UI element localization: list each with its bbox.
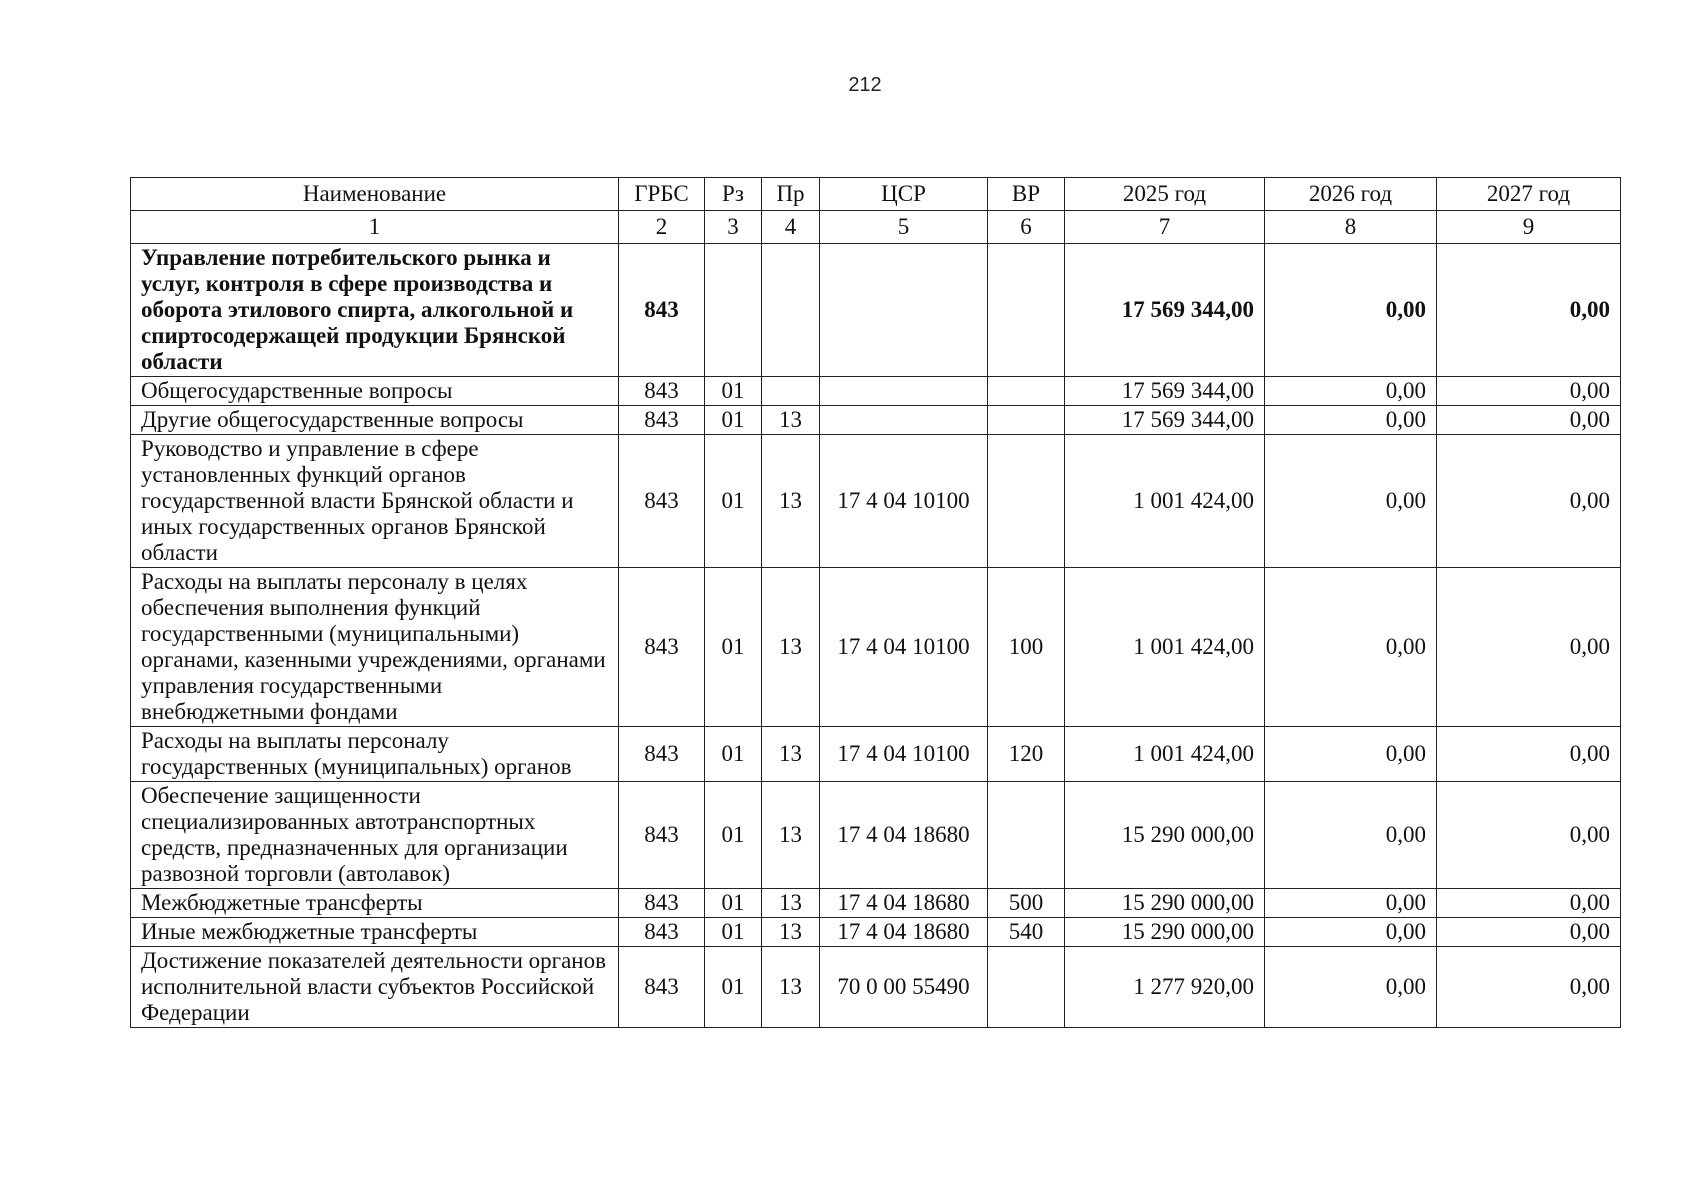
row-2026-cell: 0,00 [1265,406,1437,435]
row-2027-cell: 0,00 [1437,244,1621,377]
row-csr-cell [820,406,988,435]
table-row [131,889,1621,918]
column-number: 3 [705,211,762,244]
row-grbs-cell: 843 [619,947,705,1028]
row-2027-cell: 0,00 [1437,727,1621,782]
header-row [131,178,1621,211]
row-rz-cell: 01 [705,568,762,727]
column-number: 7 [1065,211,1265,244]
row-2025-cell: 17 569 344,00 [1065,244,1265,377]
row-grbs-cell: 843 [619,244,705,377]
row-name-cell: Управление потребительского рынка и услуг, контроля в сфере производства и оборота этилового спирта, алкогольной и спиртосодержащей продукции Брянской области [131,244,619,377]
row-grbs-cell: 843 [619,727,705,782]
row-grbs-cell: 843 [619,435,705,568]
row-vr-cell: 100 [988,568,1065,727]
row-csr-cell: 70 0 00 55490 [820,947,988,1028]
row-2027-cell: 0,00 [1437,947,1621,1028]
table-row [131,568,1621,727]
row-grbs-cell: 843 [619,889,705,918]
budget-table [130,177,1621,1028]
row-pr-cell: 13 [762,435,820,568]
page-number: 212 [848,74,882,96]
table-row [131,435,1621,568]
row-csr-cell [820,244,988,377]
header-rz: Рз [705,178,762,211]
row-grbs-cell: 843 [619,782,705,889]
table-row [131,406,1621,435]
row-2025-cell: 15 290 000,00 [1065,782,1265,889]
row-grbs-cell: 843 [619,406,705,435]
row-2026-cell: 0,00 [1265,244,1437,377]
row-csr-cell: 17 4 04 10100 [820,727,988,782]
header-pr: Пр [762,178,820,211]
row-pr-cell [762,244,820,377]
header-name: Наименование [131,178,619,211]
row-2027-cell: 0,00 [1437,782,1621,889]
row-vr-cell [988,782,1065,889]
row-csr-cell: 17 4 04 10100 [820,568,988,727]
row-2025-cell: 15 290 000,00 [1065,889,1265,918]
row-name-cell: Руководство и управление в сфере установленных функций органов государственной власти Брянской области и иных государственных органов Брянской области [131,435,619,568]
row-2025-cell: 1 001 424,00 [1065,568,1265,727]
row-vr-cell [988,377,1065,406]
row-vr-cell: 540 [988,918,1065,947]
row-grbs-cell: 843 [619,568,705,727]
row-name-cell: Достижение показателей деятельности органов исполнительной власти субъектов Российской Федерации [131,947,619,1028]
row-2027-cell: 0,00 [1437,568,1621,727]
table-row [131,947,1621,1028]
row-2026-cell: 0,00 [1265,435,1437,568]
row-name-cell: Расходы на выплаты персоналу государственных (муниципальных) органов [131,727,619,782]
row-2027-cell: 0,00 [1437,377,1621,406]
header-2026: 2026 год [1265,178,1437,211]
row-pr-cell: 13 [762,782,820,889]
column-number-row [131,211,1621,244]
row-rz-cell: 01 [705,947,762,1028]
row-csr-cell: 17 4 04 18680 [820,889,988,918]
column-number: 2 [619,211,705,244]
row-rz-cell: 01 [705,406,762,435]
table-row [131,727,1621,782]
header-2027: 2027 год [1437,178,1621,211]
column-number: 4 [762,211,820,244]
row-pr-cell [762,377,820,406]
table-row [131,918,1621,947]
row-rz-cell: 01 [705,727,762,782]
row-name-cell: Межбюджетные трансферты [131,889,619,918]
row-vr-cell [988,406,1065,435]
row-2027-cell: 0,00 [1437,406,1621,435]
row-pr-cell: 13 [762,947,820,1028]
row-2025-cell: 1 001 424,00 [1065,435,1265,568]
row-2025-cell: 1 277 920,00 [1065,947,1265,1028]
row-2026-cell: 0,00 [1265,727,1437,782]
row-name-cell: Общегосударственные вопросы [131,377,619,406]
row-grbs-cell: 843 [619,918,705,947]
header-vr: ВР [988,178,1065,211]
row-2027-cell: 0,00 [1437,889,1621,918]
row-vr-cell [988,244,1065,377]
header-2025: 2025 год [1065,178,1265,211]
row-rz-cell: 01 [705,377,762,406]
row-vr-cell: 120 [988,727,1065,782]
row-2026-cell: 0,00 [1265,889,1437,918]
row-2027-cell: 0,00 [1437,435,1621,568]
row-2025-cell: 17 569 344,00 [1065,377,1265,406]
row-vr-cell [988,947,1065,1028]
column-number: 9 [1437,211,1621,244]
column-number: 5 [820,211,988,244]
row-name-cell: Обеспечение защищенности специализированных автотранспортных средств, предназначенных для организации развозной торговли (автолавок) [131,782,619,889]
row-csr-cell: 17 4 04 18680 [820,918,988,947]
row-pr-cell: 13 [762,406,820,435]
table-body [131,244,1621,1028]
row-name-cell: Расходы на выплаты персоналу в целях обеспечения выполнения функций государственными (муниципальными) органами, казенными учреждениями, органами управления государственными внебюджетными фондами [131,568,619,727]
row-vr-cell [988,435,1065,568]
row-rz-cell: 01 [705,782,762,889]
table-row [131,782,1621,889]
row-rz-cell: 01 [705,918,762,947]
header-grbs: ГРБС [619,178,705,211]
row-rz-cell [705,244,762,377]
row-2026-cell: 0,00 [1265,568,1437,727]
table-row [131,377,1621,406]
row-2026-cell: 0,00 [1265,782,1437,889]
row-csr-cell [820,377,988,406]
row-name-cell: Другие общегосударственные вопросы [131,406,619,435]
row-name-cell: Иные межбюджетные трансферты [131,918,619,947]
row-csr-cell: 17 4 04 18680 [820,782,988,889]
row-pr-cell: 13 [762,889,820,918]
row-2026-cell: 0,00 [1265,947,1437,1028]
row-csr-cell: 17 4 04 10100 [820,435,988,568]
row-vr-cell: 500 [988,889,1065,918]
row-pr-cell: 13 [762,918,820,947]
column-number: 8 [1265,211,1437,244]
row-2026-cell: 0,00 [1265,377,1437,406]
column-number: 6 [988,211,1065,244]
row-pr-cell: 13 [762,727,820,782]
row-rz-cell: 01 [705,889,762,918]
header-csr: ЦСР [820,178,988,211]
row-pr-cell: 13 [762,568,820,727]
row-2025-cell: 15 290 000,00 [1065,918,1265,947]
row-grbs-cell: 843 [619,377,705,406]
row-2026-cell: 0,00 [1265,918,1437,947]
row-2025-cell: 17 569 344,00 [1065,406,1265,435]
table-row [131,244,1621,377]
row-rz-cell: 01 [705,435,762,568]
column-number: 1 [131,211,619,244]
row-2027-cell: 0,00 [1437,918,1621,947]
row-2025-cell: 1 001 424,00 [1065,727,1265,782]
